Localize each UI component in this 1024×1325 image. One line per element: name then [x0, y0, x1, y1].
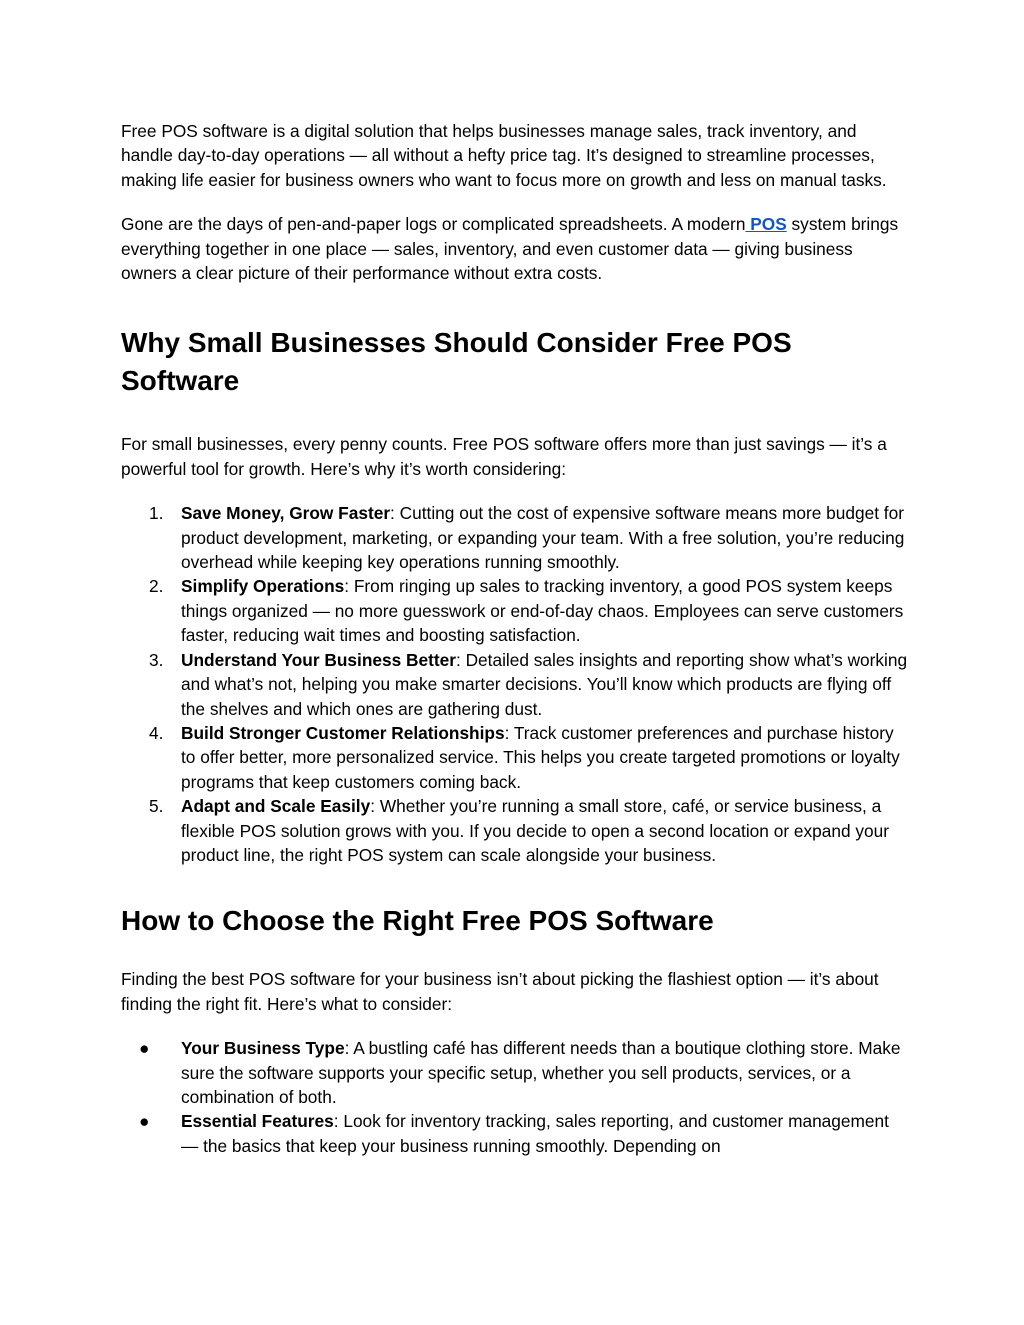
- list-item: [121, 501, 911, 574]
- list-number: 1.: [149, 503, 164, 524]
- intro-text-before-link: Gone are the days of pen-and-paper logs or complicated spreadsheets. A modern: [121, 214, 746, 235]
- how-bullet-list: [121, 1036, 911, 1158]
- list-item: [121, 721, 911, 794]
- list-item-title: Simplify Operations: [181, 576, 345, 597]
- list-item: [121, 1109, 911, 1158]
- list-item-text: : Cutting out the cost of expensive software means more budget for product development, marketing, or expanding your team. With a free solution, you’re reducing overhead while keeping key operations running smoothly.: [181, 503, 905, 573]
- intro-paragraph: Free POS software is a digital solution that helps businesses manage sales, track inventory, and handle day-to-day operations — all without a hefty price tag. It’s designed to streamline processes, making life easier for business owners who want to focus more on growth and less on manual tasks.: [121, 121, 887, 190]
- list-item-title: Your Business Type: [181, 1038, 345, 1059]
- heading-how-to-choose: How to Choose the Right Free POS Software: [121, 905, 714, 937]
- heading-why-small-businesses: Why Small Businesses Should Consider Free POS Software: [121, 327, 792, 397]
- list-number: 4.: [149, 722, 164, 743]
- bullet-icon: ●: [139, 1038, 150, 1059]
- list-number: 3.: [149, 649, 164, 670]
- how-lead-paragraph: Finding the best POS software for your business isn’t about picking the flashiest option — it’s about finding the right fit. Here’s what to consider:: [121, 969, 879, 1014]
- list-item-text: : A bustling café has different needs than a boutique clothing store. Make sure the software supports your specific setup, whether you sell products, services, or a combination of both.: [181, 1038, 901, 1107]
- list-item-text: : Track customer preferences and purchase history to offer better, more personalized service. This helps you create targeted promotions or loyalty programs that keep customers coming back.: [181, 722, 900, 792]
- document-page: [121, 119, 911, 1158]
- list-item-text: : From ringing up sales to tracking inventory, a good POS system keeps things organized — no more guesswork or end-of-day chaos. Employees can serve customers faster, reducing wait times and boosting satisfaction.: [181, 576, 904, 646]
- list-item-text: : Whether you’re running a small store, café, or service business, a flexible POS solution grows with you. If you decide to open a second location or expand your product line, the right POS system can scale alongside your business.: [181, 796, 889, 865]
- list-number: 5.: [149, 796, 164, 817]
- list-item-title: Understand Your Business Better: [181, 649, 456, 670]
- bullet-icon: ●: [139, 1111, 150, 1132]
- why-lead-paragraph: For small businesses, every penny counts. Free POS software offers more than just savings — it’s a powerful tool for growth. Here’s why it’s worth considering:: [121, 434, 887, 479]
- list-item: [121, 574, 911, 647]
- list-number: 2.: [149, 576, 164, 597]
- list-item-title: Save Money, Grow Faster: [181, 503, 391, 524]
- list-item-text: : Detailed sales insights and reporting show what’s working and what’s not, helping you make smarter decisions. You’ll know which products are flying off the shelves and which ones are gathering dust.: [181, 649, 908, 719]
- list-item: [121, 648, 911, 721]
- list-item-title: Build Stronger Customer Relationships: [181, 722, 505, 743]
- intro-text-after-link: system brings everything together in one place — sales, inventory, and even customer data — giving business owners a clear picture of their performance without extra costs.: [121, 214, 899, 284]
- intro-paragraph-pos: [121, 212, 911, 285]
- list-item-title: Essential Features: [181, 1111, 334, 1132]
- list-item-text: : Look for inventory tracking, sales reporting, and customer management — the basics that keep your business running smoothly. Depending on: [181, 1111, 889, 1156]
- list-item: [121, 1036, 911, 1109]
- list-item: [121, 794, 911, 867]
- pos-link[interactable]: POS: [745, 214, 787, 235]
- why-numbered-list: [121, 501, 911, 867]
- list-item-title: Adapt and Scale Easily: [181, 796, 371, 817]
